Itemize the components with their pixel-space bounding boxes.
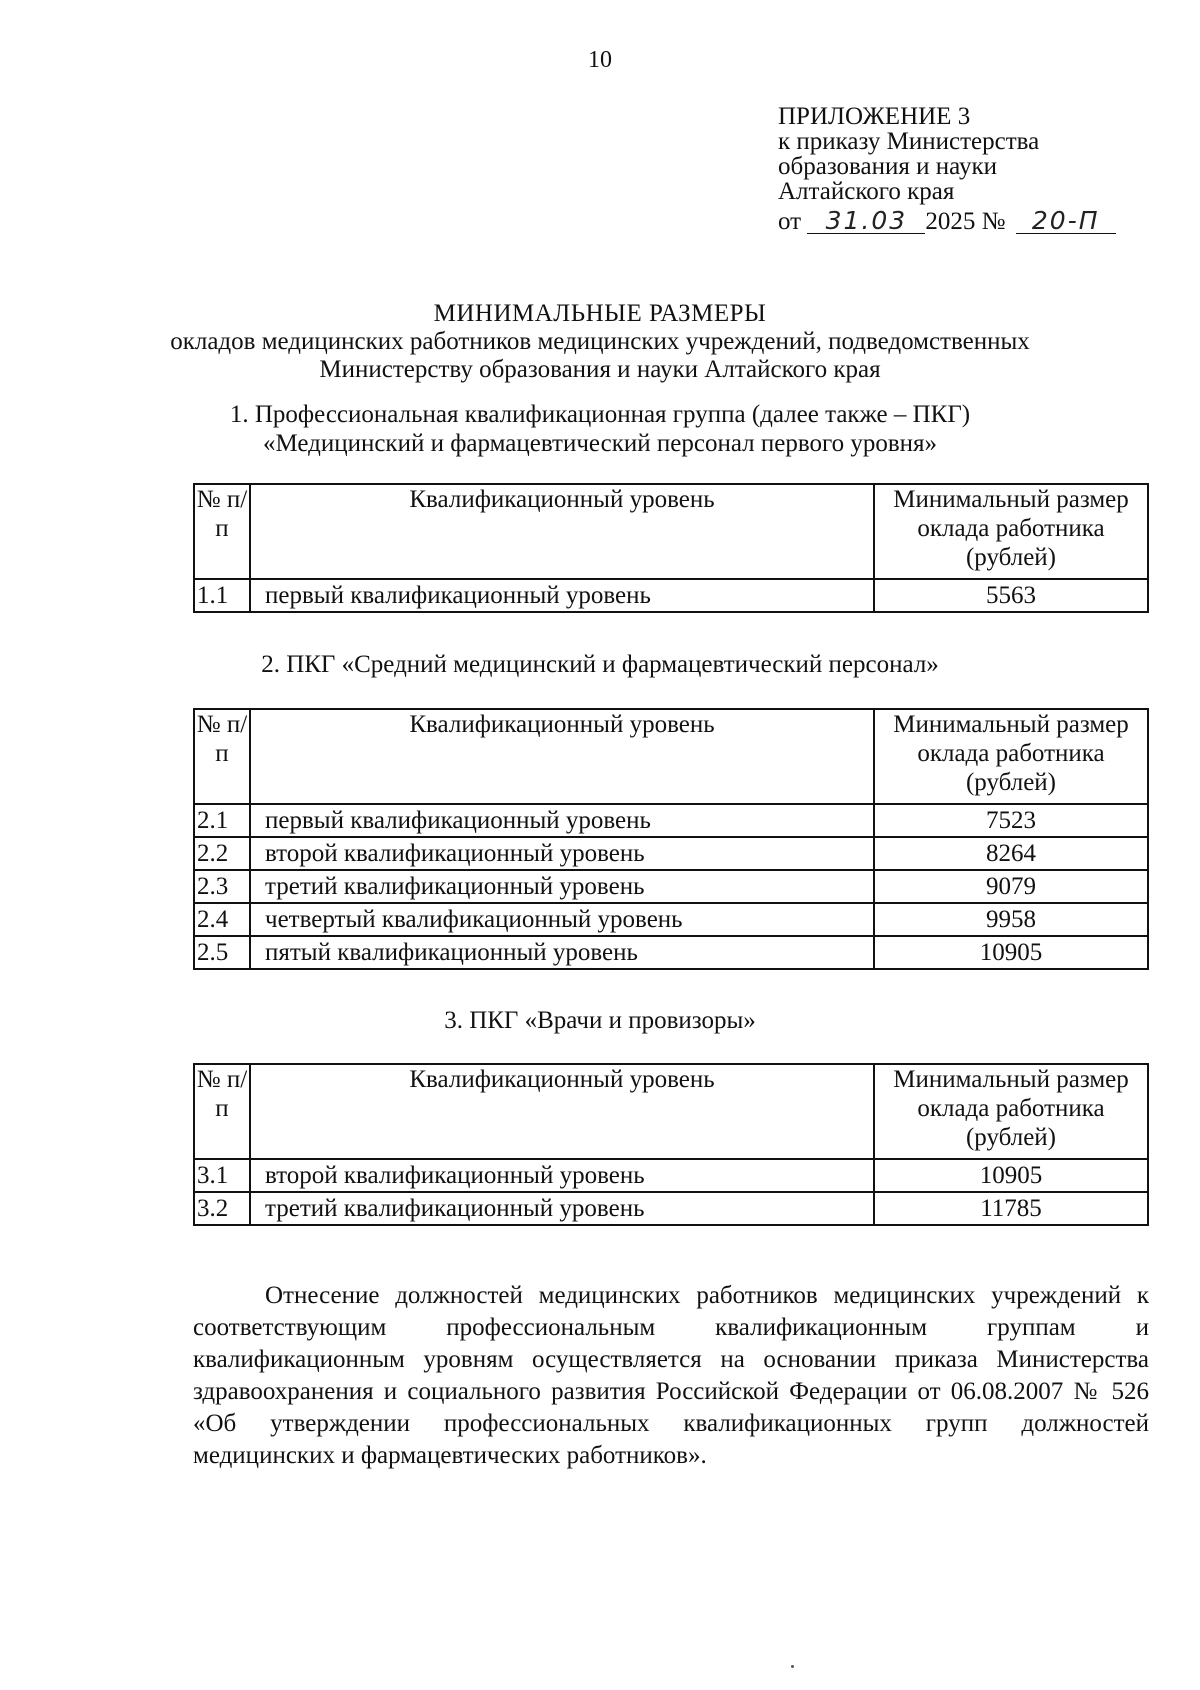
row-num: 2.4: [194, 903, 250, 936]
header-level: Квалификационный уровень: [250, 709, 874, 804]
header-level: Квалификационный уровень: [250, 1064, 874, 1159]
table-row: [194, 804, 1148, 837]
row-salary: 10905: [874, 1159, 1148, 1192]
section-2-title-line-1: 2. ПКГ «Средний медицинский и фармацевтический персонал»: [261, 651, 939, 678]
title-line-2: окладов медицинских работников медицинских учреждений, подведомственных: [170, 328, 1030, 355]
closing-paragraph: [193, 1280, 1149, 1472]
header-num: № п/п: [194, 709, 250, 804]
appendix-line-1: к приказу Министерства: [778, 128, 1040, 155]
row-salary: 8264: [874, 837, 1148, 870]
section-1-title-line-1: 1. Профессиональная квалификационная группа (далее также – ПКГ): [229, 401, 971, 428]
row-num: 1.1: [194, 579, 250, 612]
row-num: 2.3: [194, 870, 250, 903]
row-level: пятый квалификационный уровень: [250, 936, 874, 969]
appendix-block: [778, 104, 1158, 234]
section-2-title: [0, 650, 1200, 679]
table-row: [194, 837, 1148, 870]
section-1-title: [0, 400, 1200, 458]
section-3-title: [0, 1006, 1200, 1035]
appendix-line-3: Алтайского края: [778, 178, 955, 205]
date-prefix: от: [778, 208, 802, 235]
table-row: [194, 936, 1148, 969]
header-salary: Минимальный размер оклада работника (рублей): [874, 484, 1148, 579]
section-3-table: [193, 1063, 1149, 1226]
scan-speck: [791, 1665, 794, 1668]
table-row: [194, 579, 1148, 612]
table-row: [194, 1192, 1148, 1225]
row-level: первый квалификационный уровень: [250, 804, 874, 837]
appendix-line-2: образования и науки: [778, 153, 997, 180]
document-title: [0, 300, 1200, 384]
title-line-3: Министерству образования и науки Алтайского края: [319, 356, 881, 383]
closing-paragraph-text: Отнесение должностей медицинских работников медицинских учреждений к соответствующим профессиональным квалификационным группам и квалификационным уровням осуществляется на основании приказа Министерства здравоохранения и социального развития Российской Федерации от 06.08.2007 № 526 «Об утверждении профессиональных квалификационных групп должностей медицинских и фармацевтических работников».: [193, 1282, 1149, 1469]
table-header-row: [194, 1064, 1148, 1159]
row-num: 3.1: [194, 1159, 250, 1192]
header-salary: Минимальный размер оклада работника (рублей): [874, 1064, 1148, 1159]
section-1-table: [193, 483, 1149, 613]
row-level: третий квалификационный уровень: [250, 870, 874, 903]
header-salary: Минимальный размер оклада работника (рублей): [874, 709, 1148, 804]
row-num: 2.5: [194, 936, 250, 969]
section-3-title-line-1: 3. ПКГ «Врачи и провизоры»: [444, 1007, 756, 1034]
handwritten-order-number: 20-П: [1016, 208, 1116, 234]
title-line-1: МИНИМАЛЬНЫЕ РАЗМЕРЫ: [433, 300, 767, 327]
table-header-row: [194, 484, 1148, 579]
row-level: второй квалификационный уровень: [250, 1159, 874, 1192]
table-row: [194, 1159, 1148, 1192]
row-salary: 5563: [874, 579, 1148, 612]
row-level: третий квалификационный уровень: [250, 1192, 874, 1225]
appendix-date-line: [778, 208, 1158, 234]
handwritten-date: 31.03: [807, 208, 925, 234]
row-num: 2.1: [194, 804, 250, 837]
row-level: четвертый квалификационный уровень: [250, 903, 874, 936]
row-salary: 10905: [874, 936, 1148, 969]
header-num: № п/п: [194, 484, 250, 579]
table-row: [194, 870, 1148, 903]
appendix-title: ПРИЛОЖЕНИЕ 3: [778, 103, 971, 130]
row-salary: 11785: [874, 1192, 1148, 1225]
row-salary: 9079: [874, 870, 1148, 903]
order-year: 2025 №: [925, 208, 1006, 235]
row-num: 3.2: [194, 1192, 250, 1225]
row-num: 2.2: [194, 837, 250, 870]
table-row: [194, 903, 1148, 936]
page-number: 10: [588, 47, 612, 73]
table-header-row: [194, 709, 1148, 804]
row-salary: 9958: [874, 903, 1148, 936]
row-salary: 7523: [874, 804, 1148, 837]
header-level: Квалификационный уровень: [250, 484, 874, 579]
row-level: первый квалификационный уровень: [250, 579, 874, 612]
row-level: второй квалификационный уровень: [250, 837, 874, 870]
section-1-title-line-2: «Медицинский и фармацевтический персонал первого уровня»: [262, 430, 938, 457]
section-2-table: [193, 708, 1149, 970]
header-num: № п/п: [194, 1064, 250, 1159]
